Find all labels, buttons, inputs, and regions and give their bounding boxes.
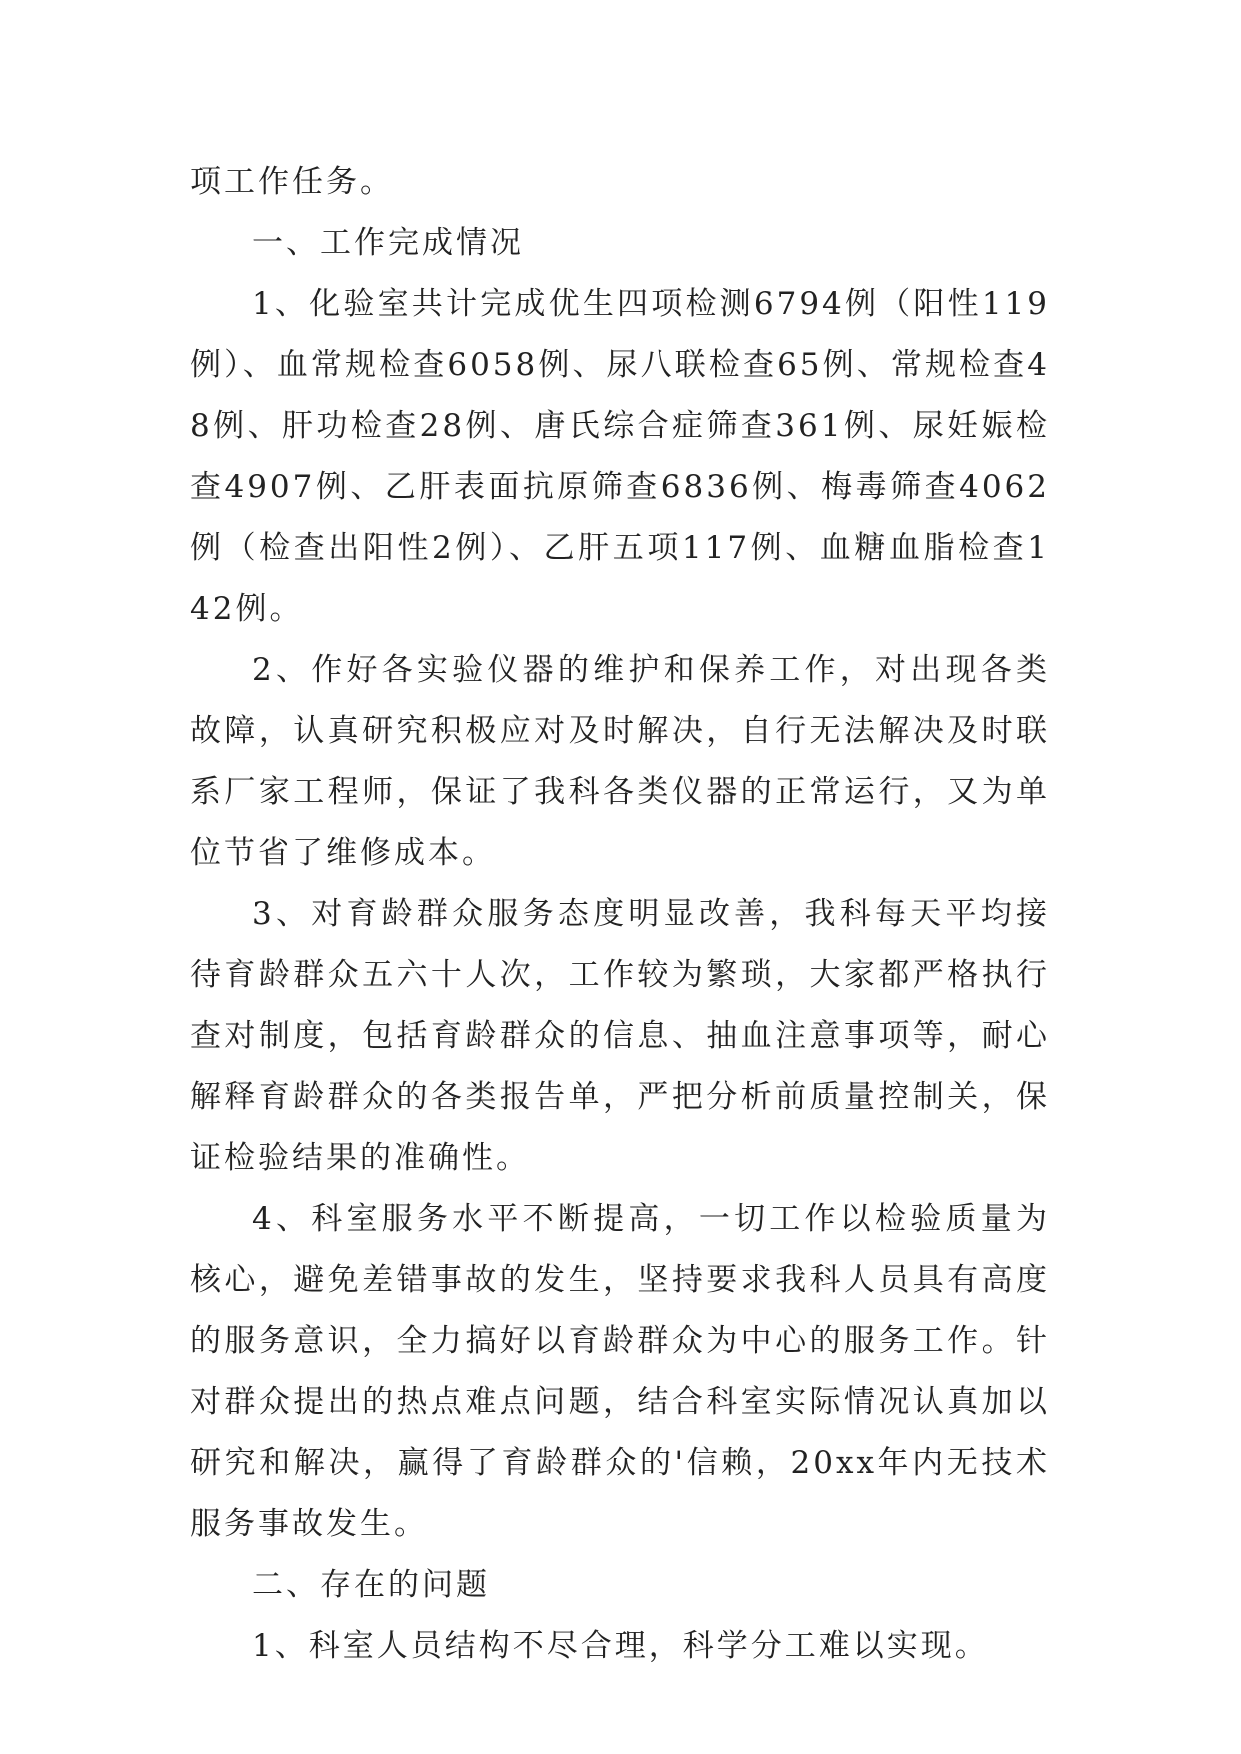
section-heading-work-completion: 一、工作完成情况 [252, 225, 524, 261]
paragraph-problem-1: 1、科室人员结构不尽合理，科学分工难以实现。 [252, 1628, 989, 1664]
paragraph-item-4: 4、科室服务水平不断提高，一切工作以检验质量为核心，避免差错事故的发生，坚持要求我科人员具有高度的服务意识，全力搞好以育龄群众为中心的服务工作。针对群众提出的热点难点问题，结合科室实际情况认真加以研究和解决，赢得了育龄群众的'信赖，20xx年内无技术服务事故发生。 [190, 1201, 1050, 1542]
paragraph-item-2: 2、作好各实验仪器的维护和保养工作，对出现各类故障，认真研究积极应对及时解决，自行无法解决及时联系厂家工程师，保证了我科各类仪器的正常运行，又为单位节省了维修成本。 [190, 652, 1050, 871]
paragraph-item-1: 1、化验室共计完成优生四项检测6794例（阳性119例）、血常规检查6058例、尿八联检查65例、常规检查48例、肝功检查28例、唐氏综合症筛查361例、尿妊娠检查4907例、乙肝表面抗原筛查6836例、梅毒筛查4062例（检查出阳性2例）、乙肝五项117例、血糖血脂检查142例。 [190, 286, 1050, 627]
paragraph-continuation: 项工作任务。 [190, 164, 394, 200]
section-heading-problems: 二、存在的问题 [252, 1567, 490, 1603]
paragraph-item-3: 3、对育龄群众服务态度明显改善，我科每天平均接待育龄群众五六十人次，工作较为繁琐，大家都严格执行查对制度，包括育龄群众的信息、抽血注意事项等，耐心解释育龄群众的各类报告单，严把分析前质量控制关，保证检验结果的准确性。 [190, 896, 1050, 1176]
document-body [190, 152, 1050, 1677]
